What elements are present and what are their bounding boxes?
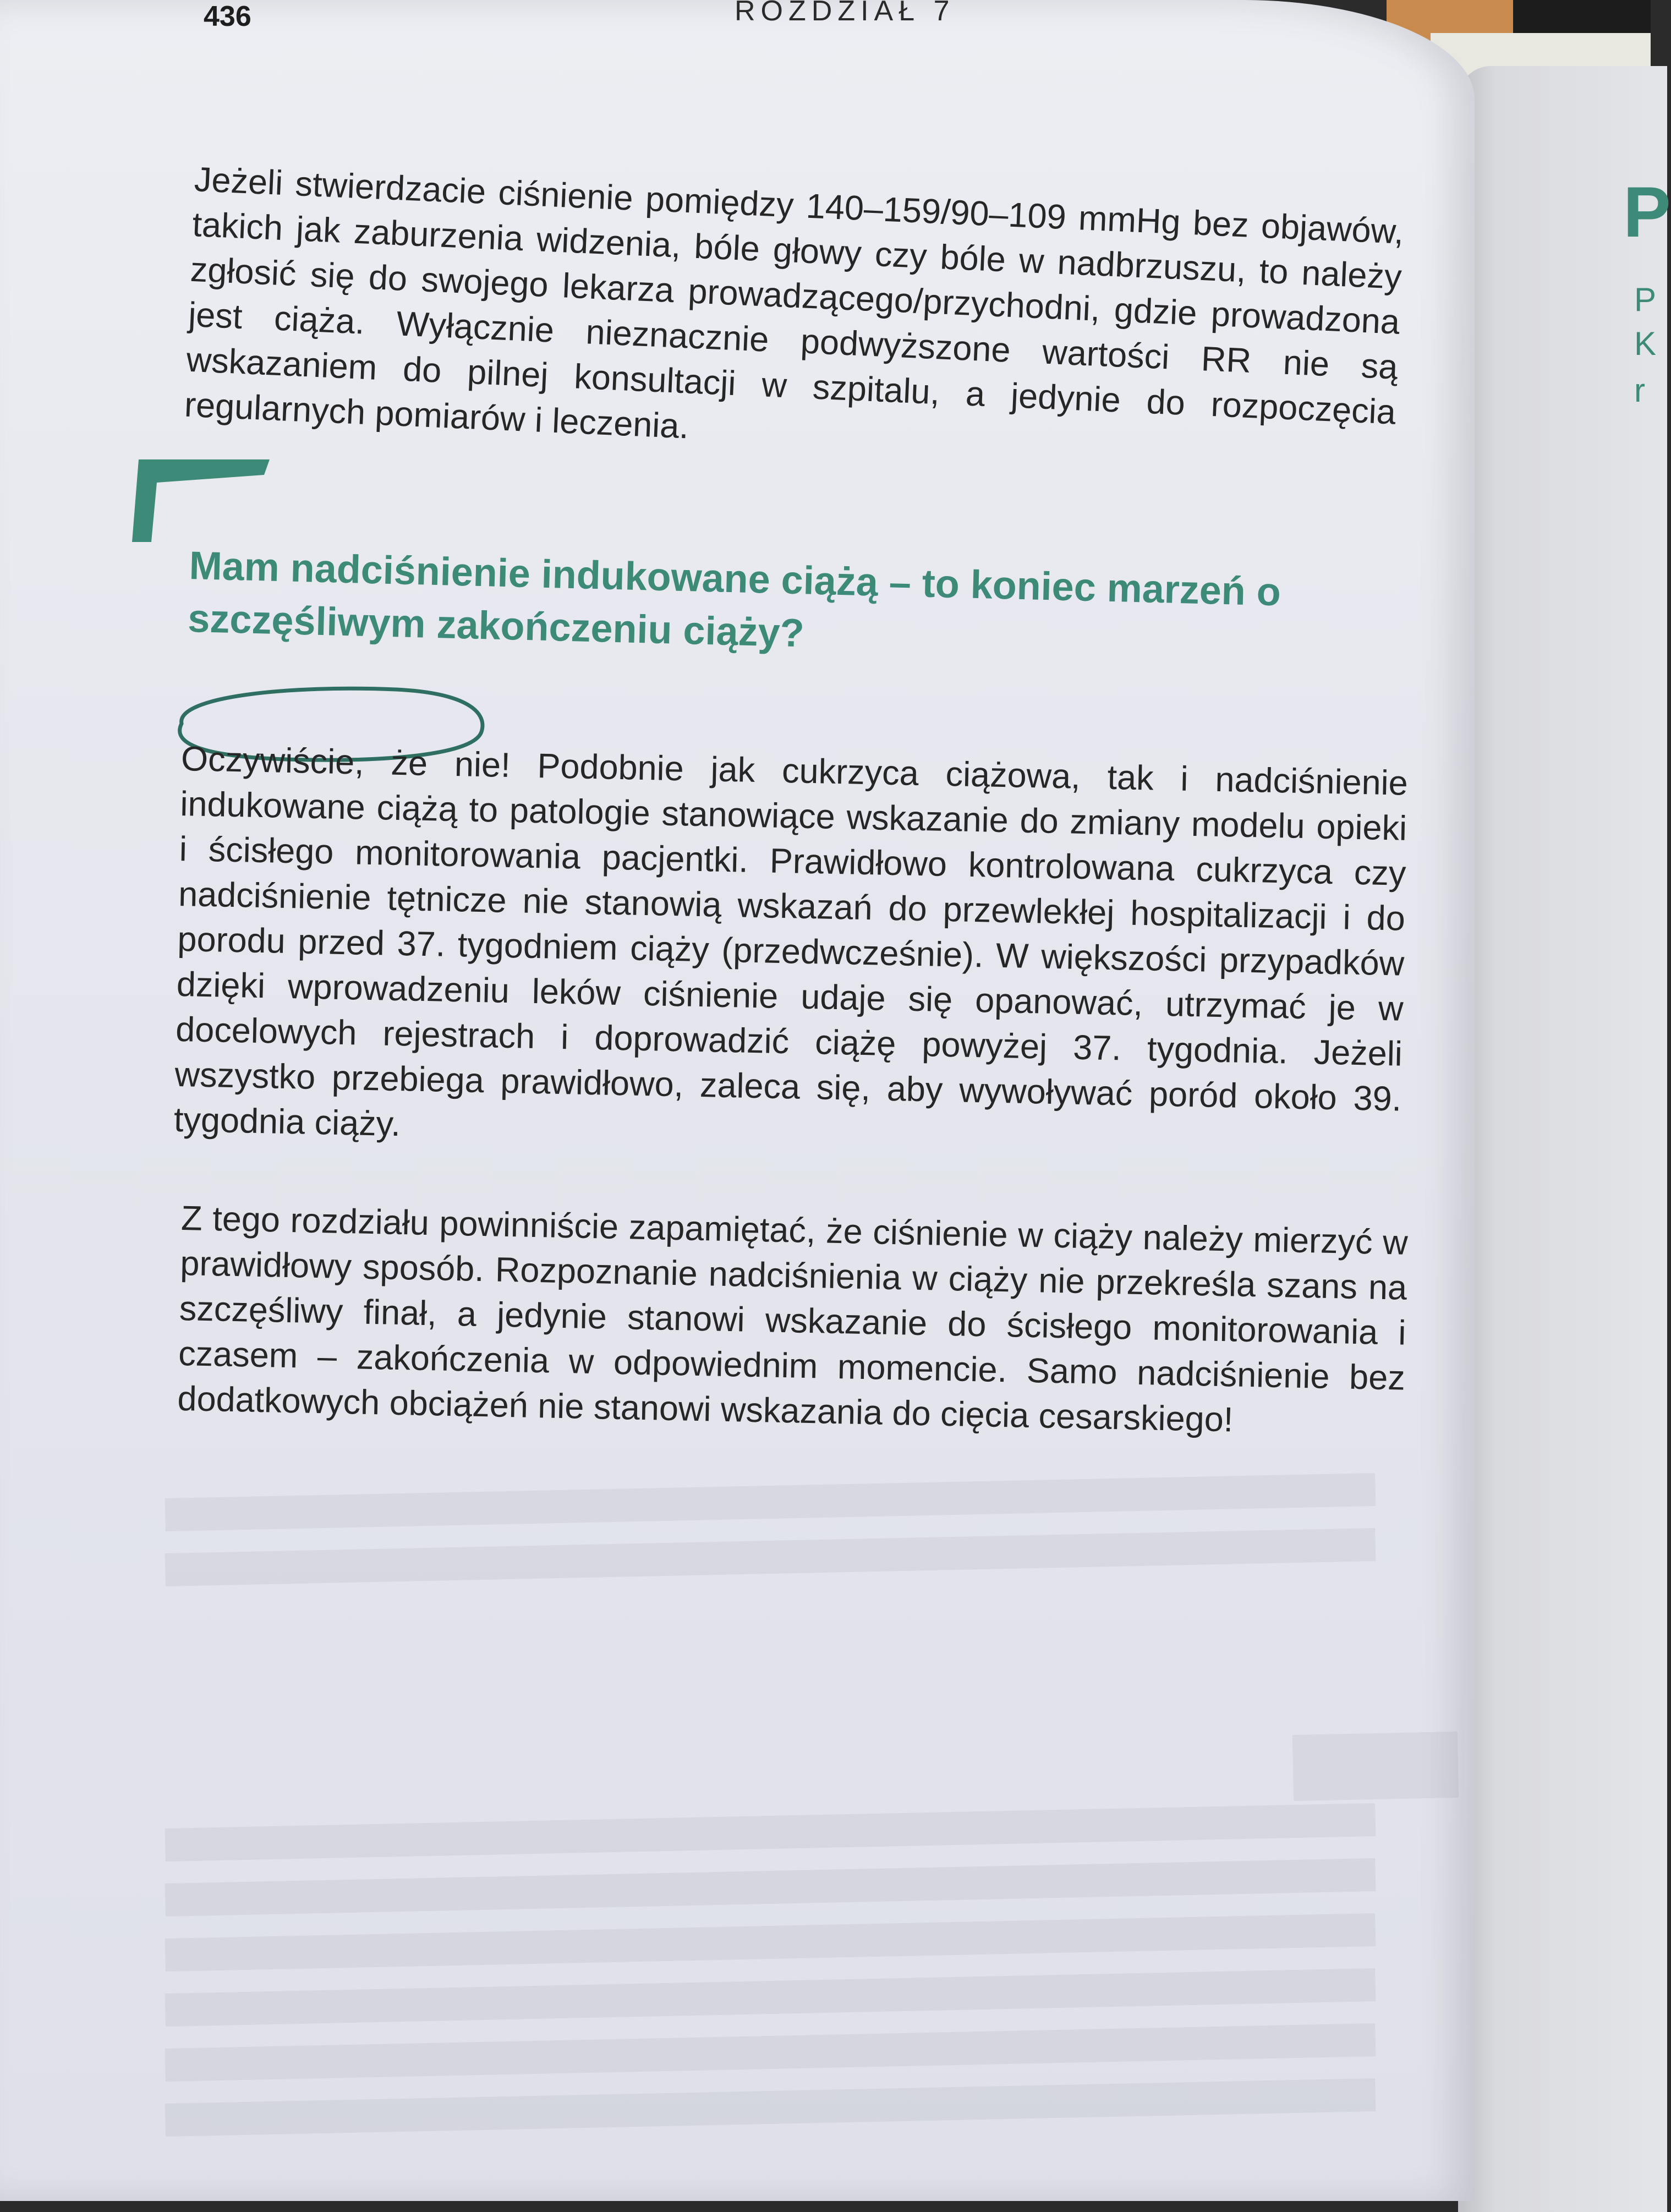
section-heading: Mam nadciśnienie indukowane ciążą – to koniec marzeń o szczęśliwym zakończeniu ciąży?: [187, 543, 1281, 656]
facing-page-peek-letter: K: [1634, 325, 1657, 362]
section-marker-icon: [132, 459, 275, 542]
show-through-line: [165, 1803, 1376, 1861]
show-through-line: [165, 2023, 1376, 2082]
facing-page-peek-letter: r: [1634, 372, 1645, 409]
summary-paragraph: Z tego rozdziału powinniście zapamiętać, że ciśnienie w ciąży należy mierzyć w prawidłowy sposób. Rozpoznanie nadciśnienia w ciąży nie przekreśla szans na szczęśliwy finał, a jedynie stanowi wskazanie do ścisłego monitorowania i czasem – zakończenia w odpowiednim momencie. Samo nadciśnienie bez dodatkowych obciążeń nie stanowi wskazania do cięcia cesarskiego!: [177, 1198, 1409, 1439]
facing-page-peek-letter: P: [1623, 172, 1671, 252]
paragraph-text: Podobnie jak cukrzyca ciążowa, tak i nadciśnienie indukowane ciążą to patologie stanowiące wskazanie do zmiany modelu opieki i ścisłego monitorowania pacjentki. Prawidłowo kontrolowana cukrzyca czy nadciśnienie tętnicze nie stanowią wskazań do przewlekłej hospitalizacji i do porodu przed 37. tygodniem ciąży (przedwcześnie). W większości przypadków dzięki wprowadzeniu leków ciśnienie udaje się opanować, utrzymać je w docelowych rejestrach i doprowadzić ciążę powyżej 37. tygodnia. Jeżeli wszystko przebiega prawidłowo, zaleca się, aby wywoływać poród około 39. tygodnia ciąży.: [173, 746, 1409, 1144]
show-through-line: [165, 2078, 1376, 2137]
show-through-line: [165, 1528, 1376, 1586]
background-shadow: [1513, 0, 1651, 33]
facing-page: [1458, 66, 1671, 2212]
facing-page-peek-letter: P: [1634, 281, 1657, 318]
paragraph: Jeżeli stwierdzacie ciśnienie pomiędzy 140–159/90–109 mmHg bez objawów, takich jak zaburzenia widzenia, bóle głowy czy bóle w nadbrzuszu, to należy zgłosić się do swojego lekarza prowadzącego/przychodni, gdzie prowadzona jest ciąża. Wyłącznie nieznacznie podwyższone wartości RR nie są wskazaniem do pilnej konsultacji w szpitalu, a jedynie do rozpoczęcia regularnych pomiarów i leczenia.: [183, 160, 1405, 446]
show-through-line: [165, 1913, 1376, 1972]
show-through-line: [165, 1968, 1376, 2027]
show-through-line: [165, 1858, 1376, 1917]
circled-phrase: Oczywiście, że nie!: [180, 739, 511, 785]
page-number: 436: [204, 1, 251, 32]
chapter-header: ROZDZIAŁ 7: [735, 0, 955, 27]
show-through-marker: [1292, 1732, 1459, 1801]
show-through-line: [165, 1473, 1376, 1531]
paragraph: [173, 736, 1408, 1167]
